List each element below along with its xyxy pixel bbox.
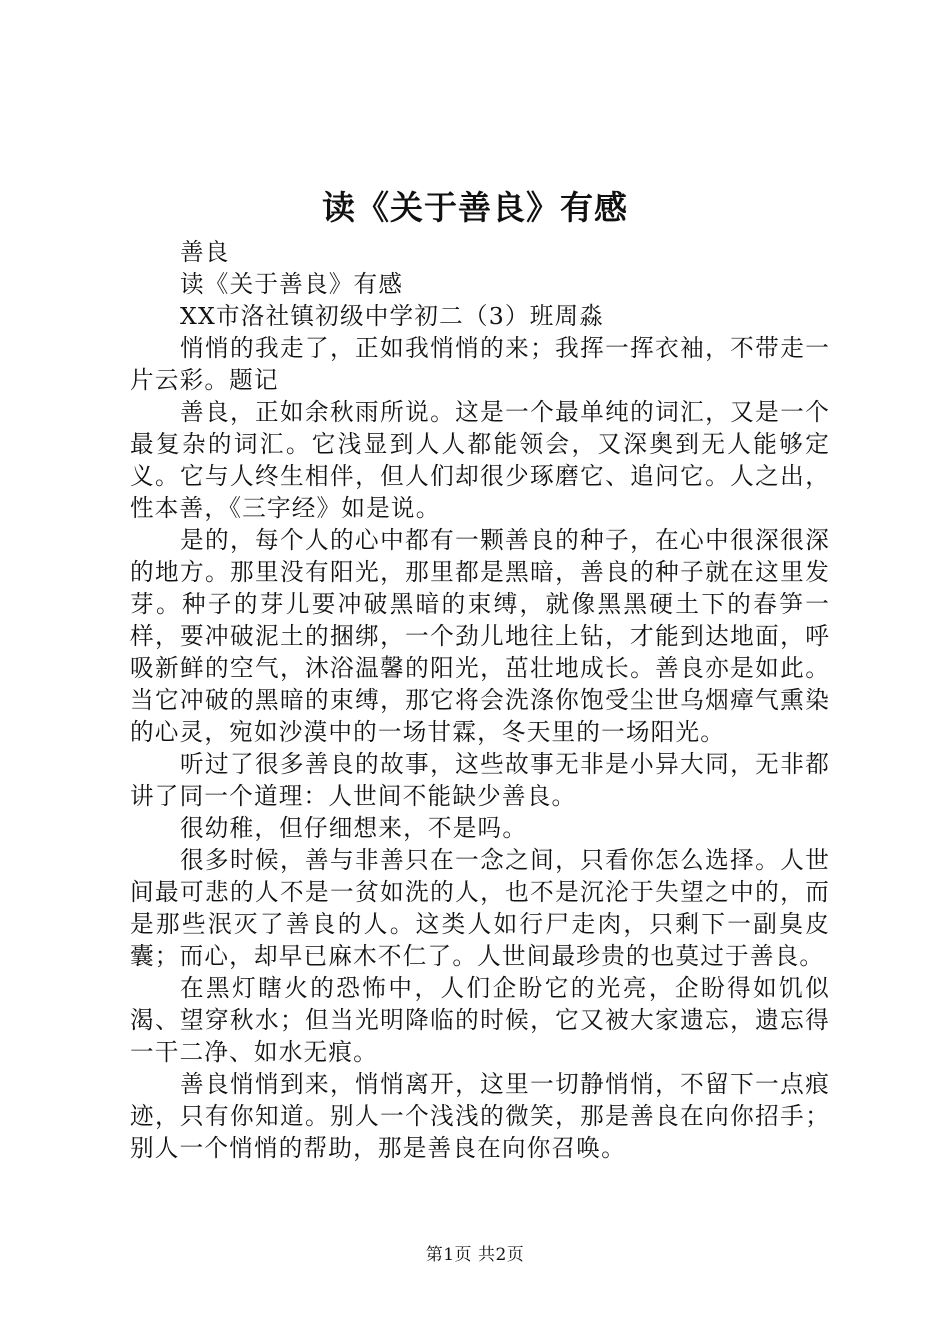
paragraph: 听过了很多善良的故事，这些故事无非是小异大同，无非都讲了同一个道理：人世间不能缺少善良。 bbox=[130, 750, 830, 810]
paragraph-subtitle: 读《关于善良》有感 bbox=[180, 270, 404, 298]
paragraph: 善良悄悄到来，悄悄离开，这里一切静悄悄，不留下一点痕迹，只有你知道。别人一个浅浅的微笑，那是善良在向你招手；别人一个悄悄的帮助，那是善良在向你召唤。 bbox=[130, 1070, 830, 1162]
document-title: 读《关于善良》有感 bbox=[322, 188, 628, 227]
paragraph-epigraph: 悄悄的我走了，正如我悄悄的来；我挥一挥衣袖，不带走一片云彩。题记 bbox=[130, 334, 830, 394]
paragraph: 在黑灯瞎火的恐怖中，人们企盼它的光亮，企盼得如饥似渴、望穿秋水；但当光明降临的时候，它又被大家遗忘，遗忘得一干二净、如水无痕。 bbox=[130, 974, 830, 1066]
paragraph: 很幼稚，但仔细想来，不是吗。 bbox=[180, 814, 528, 842]
page-number-footer: 第1页 共2页 bbox=[425, 1245, 525, 1265]
paragraph-topic: 善良 bbox=[180, 238, 230, 266]
paragraph-author: XX市洛社镇初级中学初二（3）班周淼 bbox=[180, 302, 605, 330]
paragraph: 是的，每个人的心中都有一颗善良的种子，在心中很深很深的地方。那里没有阳光，那里都是黑暗，善良的种子就在这里发芽。种子的芽儿要冲破黑暗的束缚，就像黑黑硬土下的春笋一样，要冲破泥土的捆绑，一个劲儿地往上钻，才能到达地面，呼吸新鲜的空气，沐浴温馨的阳光，茁壮地成长。善良亦是如此。当它冲破的黑暗的束缚，那它将会洗涤你饱受尘世乌烟瘴气熏染的心灵，宛如沙漠中的一场甘霖，冬天里的一场阳光。 bbox=[130, 526, 830, 746]
document-body bbox=[130, 236, 830, 1164]
paragraph: 很多时候，善与非善只在一念之间，只看你怎么选择。人世间最可悲的人不是一贫如洗的人，也不是沉沦于失望之中的，而是那些泯灭了善良的人。这类人如行尸走肉，只剩下一副臭皮囊；而心，却早已麻木不仁了。人世间最珍贵的也莫过于善良。 bbox=[130, 846, 830, 970]
paragraph: 善良，正如余秋雨所说。这是一个最单纯的词汇，又是一个最复杂的词汇。它浅显到人人都能领会，又深奥到无人能够定义。它与人终生相伴，但人们却很少琢磨它、追问它。人之出，性本善，《三字经》如是说。 bbox=[130, 398, 830, 522]
